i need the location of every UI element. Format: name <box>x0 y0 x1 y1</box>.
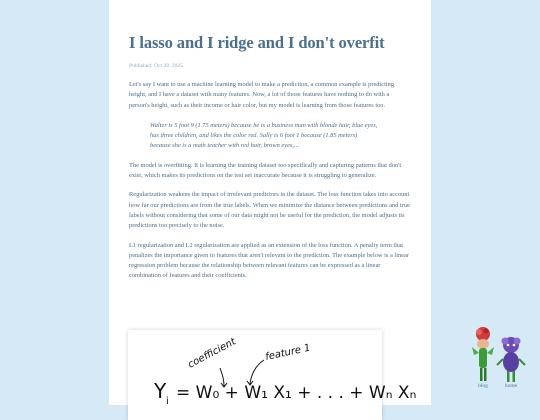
nav-home-label[interactable]: home <box>504 383 518 389</box>
article-card <box>109 0 431 405</box>
rose-character-icon <box>468 325 498 383</box>
violet-character-icon <box>496 335 526 383</box>
paragraph-overfitting: The model is overfitting. It is learning the training dataset too specifically and capturing patterns that don't exist, which makes its predictions on the test set inaccurate because it is struggling to generalize. <box>129 161 402 180</box>
annotation-arrow-feature <box>250 360 264 384</box>
paragraph-intro: Let's say I want to use a machine learning model to make a prediction, a common example is predicting height, and I have a dataset with many features. Now, a lot of those features have nothing to do with a person's height, such as their income or hair color, but my model is learning from those features too. <box>129 81 395 109</box>
nav-blog-label[interactable]: blog <box>478 383 488 389</box>
post-title: I lasso and I ridge and I don't overfit <box>129 33 385 52</box>
nav-home[interactable] <box>496 335 526 395</box>
equation-lhs: Y <box>154 379 167 403</box>
article-body <box>129 32 411 282</box>
equation-lhs-subscript: i <box>166 396 169 407</box>
equation-rhs: = W₀ + W₁ X₁ + . . . + Wₙ Xₙ <box>176 383 417 403</box>
paragraph-regularization: Regularization weakens the impact of irrelevant predictors in the dataset. The loss function takes into account how far our predictions are from the true labels. When we minimize the distance between predictions and true labels without considering that some of our data might not be useful for the prediction, the model adjusts its predictions too precisely to the noise. <box>129 191 410 230</box>
equation-figure <box>128 330 417 420</box>
example-quote: Walter is 5 foot 9 (1.75 meters) because he is a business man with blonde hair, blue eyes, has three children, and likes the color red. Sally is 6 foot 1 because (1.85 meters) because she is a math teacher with red hair, brown eyes,... <box>150 121 378 150</box>
paragraph-l1-l2: L1 regularization and L2 regularization are applied as an extension of the loss function. A penalty term that penalizes the importance given to features that aren't relevant to the prediction. The example below is a linear regression problem because the relationship between relevant features can be expressed as a linear combination of features and their coefficients. <box>129 241 409 280</box>
annotation-feature: feature 1 <box>264 342 312 363</box>
annotation-coefficient: coefficient <box>186 336 238 371</box>
post-date: Published: Oct 28, 2025 <box>129 63 184 69</box>
nav-blog[interactable] <box>468 325 498 395</box>
